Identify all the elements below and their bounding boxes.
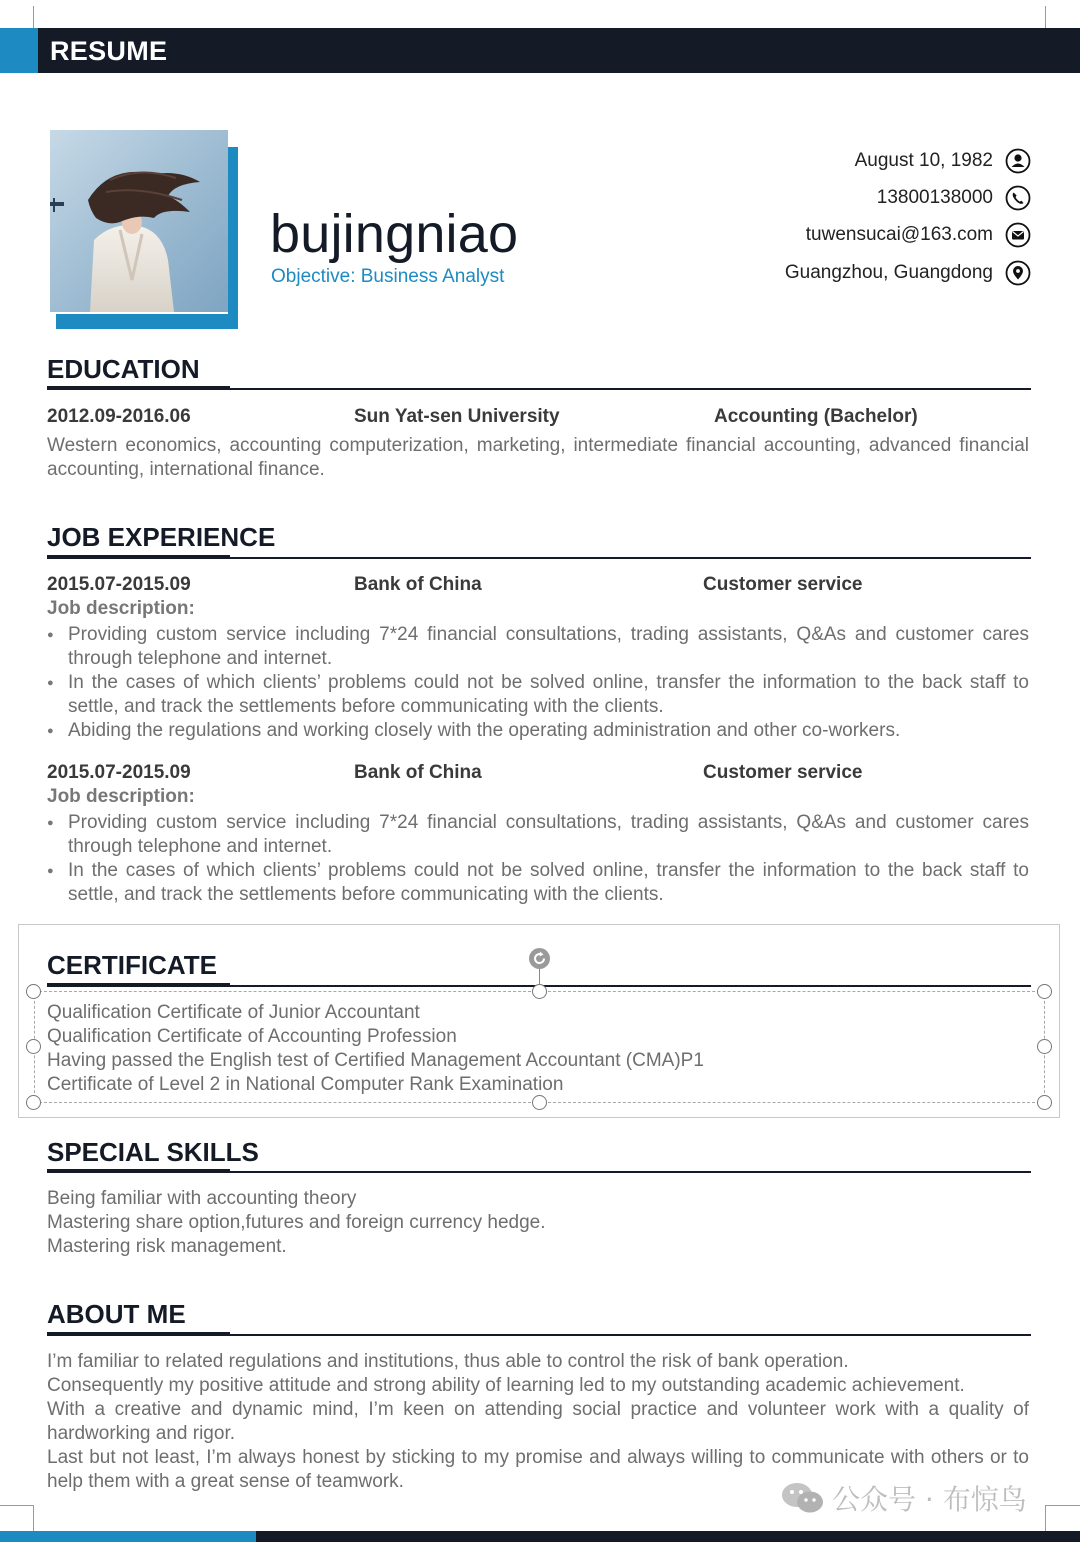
certificate-item[interactable]: Qualification Certificate of Accounting Profession [47,1026,457,1047]
job-description-label: Job description: [47,786,195,807]
section-title-certificate[interactable]: CERTIFICATE [47,950,217,980]
header-accent-bar [0,28,38,73]
contact-text[interactable]: 13800138000 [876,187,993,208]
section-rule-accent [47,983,230,987]
section-title-about[interactable]: ABOUT ME [47,1299,186,1329]
job-description-label: Job description: [47,598,195,619]
job-company[interactable]: Bank of China [354,574,482,595]
section-rule-accent [47,555,230,559]
job-bullet[interactable]: ● Providing custom service including 7*24 financial consultations, trading assistants, Q&As and customer cares through telephone and internet. [47,623,1029,671]
section-title-education[interactable]: EDUCATION [47,354,200,384]
about-paragraph[interactable]: I’m familiar to related regulations and institutions, thus able to control the risk of bank operation. [47,1351,849,1372]
profile-photo[interactable] [50,130,228,312]
rotate-handle-icon[interactable] [528,947,551,970]
about-paragraph[interactable]: Consequently my positive attitude and strong ability of learning led to my outstanding academic achievement. [47,1375,965,1396]
resize-handle-top[interactable] [532,984,547,999]
wechat-icon [780,1481,826,1515]
mail-icon [1005,222,1031,248]
contact-text[interactable]: tuwensucai@163.com [805,224,993,245]
job-bullet[interactable]: ● Providing custom service including 7*24 financial consultations, trading assistants, Q&As and customer cares through telephone and internet. [47,811,1029,859]
skill-item[interactable]: Mastering risk management. [47,1236,287,1257]
contact-email [806,222,1031,248]
resize-handle-left[interactable] [26,1039,41,1054]
candidate-name[interactable]: bujingniao [270,204,519,264]
job-period[interactable]: 2015.07-2015.09 [47,574,191,595]
job-bullet[interactable]: ● In the cases of which clients’ problems could not be solved online, transfer the information to the back staff to settle, and track the settlements before communicating with the clients. [47,671,1029,719]
contact-text[interactable]: Guangzhou, Guangdong [784,262,993,283]
resize-handle-top-right[interactable] [1037,984,1052,999]
job-bullet[interactable]: ● Abiding the regulations and working closely with the operating administration and other co-workers. [47,719,1029,743]
location-icon [1005,260,1031,286]
crop-mark [1045,6,1046,28]
contact-phone [877,185,1031,211]
resize-handle-bottom-right[interactable] [1037,1095,1052,1110]
crop-mark [33,1505,34,1531]
certificate-item[interactable]: Having passed the English test of Certified Management Accountant (CMA)P1 [47,1050,704,1071]
education-school[interactable]: Sun Yat-sen University [354,406,560,427]
certificate-item[interactable]: Qualification Certificate of Junior Accountant [47,1002,420,1023]
section-title-job[interactable]: JOB EXPERIENCE [47,522,276,552]
objective[interactable]: Objective: Business Analyst [271,266,505,287]
contact-birthdate [855,148,1031,174]
crop-mark [1045,1505,1046,1531]
job-role[interactable]: Customer service [703,762,863,783]
footer-accent-bar [0,1531,256,1542]
job-period[interactable]: 2015.07-2015.09 [47,762,191,783]
resume-title[interactable]: RESUME [50,36,168,66]
person-icon [1005,148,1031,174]
job-role[interactable]: Customer service [703,574,863,595]
watermark-text: 公众号 · 布惊鸟 [832,1483,1027,1516]
certificate-item[interactable]: Certificate of Level 2 in National Computer Rank Examination [47,1074,564,1095]
footer-bar [256,1531,1080,1542]
section-title-skills[interactable]: SPECIAL SKILLS [47,1137,259,1167]
section-rule-accent [47,386,230,390]
job-bullets [47,623,1029,743]
crop-mark [33,6,34,28]
certificate-list [47,1001,704,1097]
crop-mark [0,1505,33,1506]
skill-item[interactable]: Mastering share option,futures and foreign currency hedge. [47,1212,546,1233]
about-text [47,1350,1029,1494]
resize-handle-bottom[interactable] [532,1095,547,1110]
contact-location [785,260,1031,286]
header-bar [38,28,1080,73]
skills-list [47,1187,546,1259]
watermark [780,1478,1027,1518]
job-company[interactable]: Bank of China [354,762,482,783]
education-period[interactable]: 2012.09-2016.06 [47,406,191,427]
resize-handle-top-left[interactable] [26,984,41,999]
phone-icon [1005,185,1031,211]
resize-handle-bottom-left[interactable] [26,1095,41,1110]
about-paragraph[interactable]: With a creative and dynamic mind, I’m keen on attending social practice and volunteer work with a quality of hardworking and rigor. [47,1399,1029,1444]
job-bullets [47,811,1029,907]
section-rule-accent [47,1169,230,1173]
job-bullet[interactable]: ● In the cases of which clients’ problems could not be solved online, transfer the information to the back staff to settle, and track the settlements before communicating with the clients. [47,859,1029,907]
contact-text[interactable]: August 10, 1982 [854,150,993,171]
section-rule-accent [47,1332,230,1336]
education-courses[interactable]: Western economics, accounting computerization, marketing, intermediate financial accounting, advanced financial accounting, international finance. [47,435,1029,480]
skill-item[interactable]: Being familiar with accounting theory [47,1188,357,1209]
education-major[interactable]: Accounting (Bachelor) [714,406,918,427]
about-paragraph[interactable]: Last but not least, I’m always honest by sticking to my promise and always willing to communicate with others or to help them with a great sense of teamwork. [47,1447,1029,1492]
crop-mark [1046,1505,1080,1506]
resize-handle-right[interactable] [1037,1039,1052,1054]
